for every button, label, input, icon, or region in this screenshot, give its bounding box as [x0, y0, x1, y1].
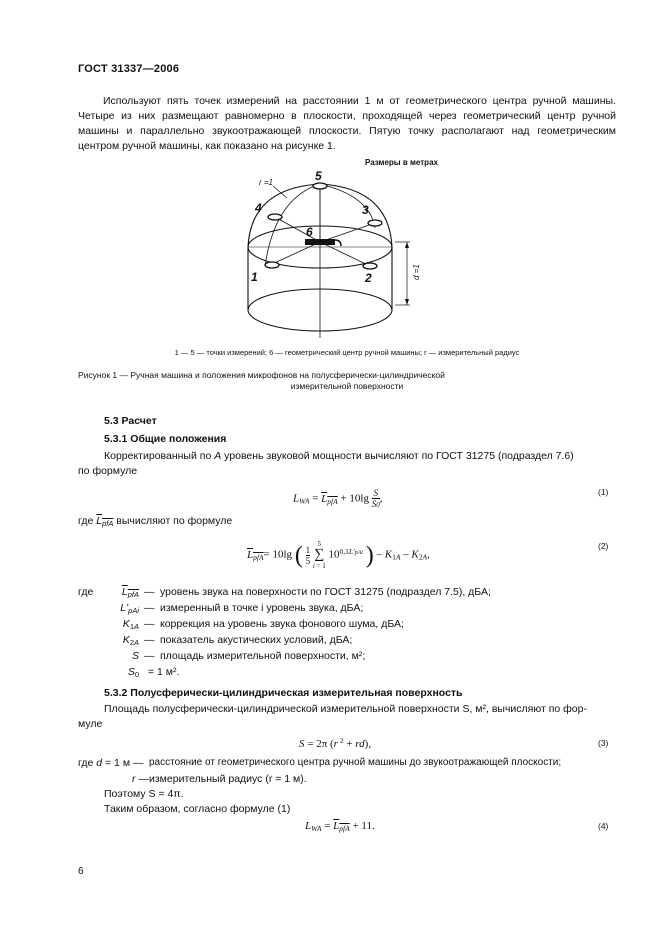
- figure-dimensions-note: Размеры в метрах: [365, 158, 438, 167]
- figure-point-2: 2: [365, 271, 372, 285]
- figure-point-6: 6: [306, 225, 313, 239]
- therefore-line: Поэтому S = 4π.: [104, 788, 184, 800]
- formula-2-number: (2): [598, 541, 609, 551]
- definition-row: $L'_{pAi}$ — измеренный в точке i уровень звука, дБА;: [120, 602, 364, 615]
- section-5-3-2-text: Площадь полусферически-цилиндрической измерительной поверхности S, м², вычисляют по фор-: [104, 703, 587, 715]
- formula-3-number: (3): [598, 738, 609, 748]
- formula-1: $L_{WA} = L_{pfA} + 10\lg$ $\frac{S}{S0}$ ,: [293, 488, 383, 509]
- definition-row: $S_0$ = 1 м².: [127, 666, 180, 679]
- document-header: ГОСТ 31337—2006: [78, 63, 180, 75]
- figure-legend: 1 — 5 — точки измерений; 6 — геометрический центр ручной машины; r — измерительный радиус: [174, 348, 520, 357]
- section-5-3-2-title: 5.3.2 Полусферически-цилиндрическая измерительная поверхность: [104, 687, 463, 699]
- figure-caption-line1: Рисунок 1 — Ручная машина и положения микрофонов на полусферически-цилиндрической: [78, 370, 445, 380]
- figure-caption-line2: измерительной поверхности: [290, 381, 404, 391]
- section-5-3-2-text-cont: муле: [78, 718, 103, 730]
- figure-radius-label: r =1: [259, 178, 274, 187]
- definition-row: r — измерительный радиус (r = 1 м).: [132, 773, 307, 785]
- formula-1-where: где $L_{pfA}$ вычисляют по формуле: [78, 515, 233, 528]
- section-5-3-title: 5.3 Расчет: [104, 415, 157, 427]
- figure-measurement-diagram: [235, 168, 445, 343]
- section-5-3-1-title: 5.3.1 Общие положения: [104, 433, 227, 445]
- definition-row: $K_{2A}$ — показатель акустических условий, дБА;: [122, 634, 353, 647]
- formula-3: S = 2π (r $^2$ + rd),: [299, 736, 372, 750]
- definition-row: где d = 1 м — расстояние от геометрического центра ручной машины до звукоотражающей плоскости;: [78, 757, 562, 769]
- page-number: 6: [78, 866, 84, 877]
- figure-d-label: d =1: [412, 264, 421, 280]
- section-5-3-1-text: Корректированный по А уровень звуковой мощности вычисляют по ГОСТ 31275 (подраздел 7.6): [104, 450, 574, 462]
- figure-point-3: 3: [362, 203, 369, 217]
- figure-point-1: 1: [251, 270, 258, 284]
- section-5-3-1-text-cont: по формуле: [78, 465, 138, 477]
- formula-4-number: (4): [598, 821, 609, 831]
- formula-1-number: (1): [598, 487, 609, 497]
- formula-2: $L_{pfA}= 10\lg$ ( $\frac{1}{5}$ 5 ∑ i = 1 $10^{0,1L'pAi}$ ) – $K_{1A} - K_{2A}$,: [247, 540, 430, 570]
- definition-row: S — площадь измерительной поверхности, м²;: [131, 650, 366, 662]
- definition-row: $K_{1A}$ — коррекция на уровень звука фонового шума, дБА;: [122, 618, 404, 631]
- thus-line: Таким образом, согласно формуле (1): [104, 803, 291, 815]
- intro-paragraph: Используют пять точек измерений на расстоянии 1 м от геометрического центра ручной машины. Четыре из них размещают равномерно в плоскости, проходящей через геометрический центр ручной машины и параллельно звукоотражающей плоскости. Пятую точку располагают над геометрическим центром ручной машины, как показано на рисунке 1.: [78, 95, 616, 152]
- definition-row: где $L_{pfA}$ — уровень звука на поверхности по ГОСТ 31275 (подраздел 7.5), дБА;: [78, 586, 491, 599]
- formula-4: $L_{WA} = L_{pfA} + 11$.: [305, 820, 375, 833]
- figure-point-4: 4: [255, 201, 262, 215]
- figure-point-5: 5: [315, 169, 322, 183]
